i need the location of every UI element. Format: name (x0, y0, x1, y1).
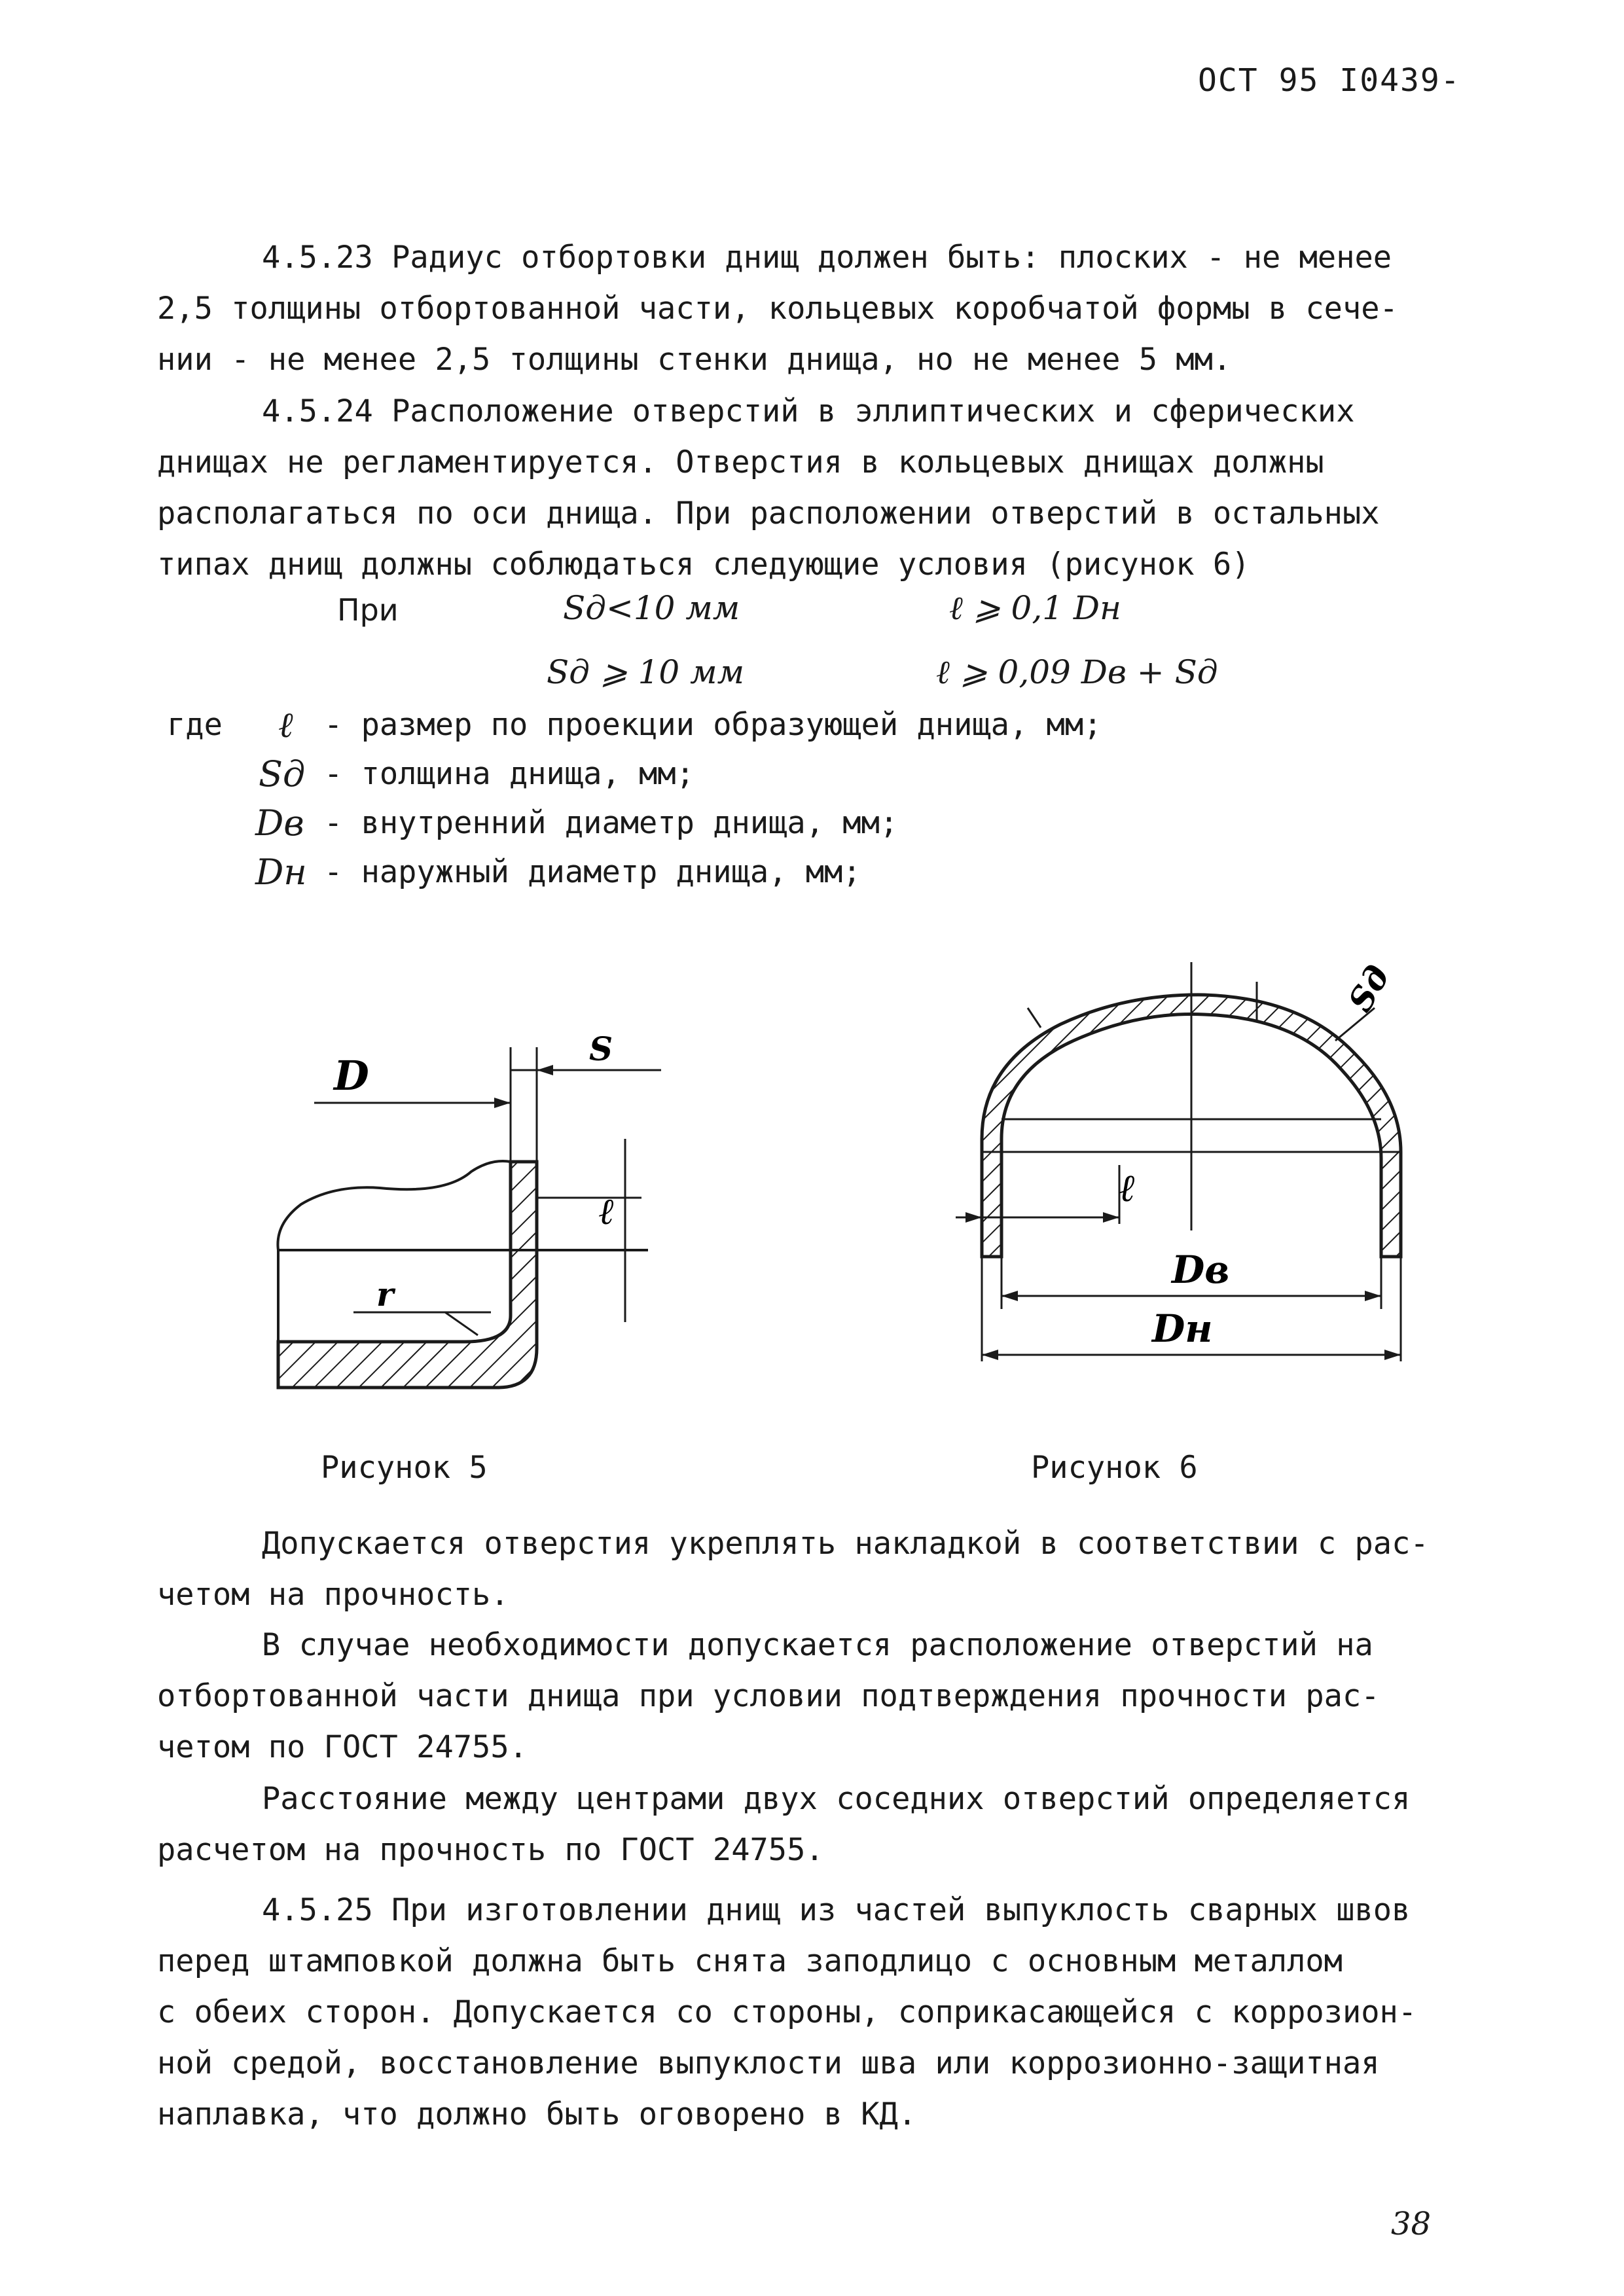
condition-pri: При (337, 592, 399, 628)
figure-6-caption: Рисунок 6 (1031, 1450, 1198, 1486)
text-line: 4.5.23 Радиус отбортовки днищ должен быть: плоских - не менее (262, 240, 1392, 276)
leader-line (1028, 1008, 1041, 1028)
definition-text: - наружный диаметр днища, мм; (324, 854, 861, 890)
label-d: D (334, 1052, 369, 1100)
arrow (965, 1212, 982, 1223)
text-line: четом по ГОСТ 24755. (157, 1729, 528, 1765)
label-dn: Dн (1152, 1306, 1213, 1351)
arrow (1103, 1212, 1119, 1223)
text-line: 2,5 толщины отбортованной части, кольцевых коробчатой формы в сече- (157, 291, 1398, 327)
symbol-dn: Dн (255, 852, 307, 893)
condition-1-right: ℓ ⩾ 0,1 Dн (949, 589, 1121, 627)
arrow (1384, 1350, 1401, 1360)
paragraph-4-5-25 (157, 1885, 1492, 2140)
text-line: В случае необходимости допускается расположение отверстий на (262, 1627, 1373, 1663)
text-line: 4.5.24 Расположение отверстий в эллиптических и сферических (262, 393, 1355, 429)
text-line: четом на прочность. (157, 1577, 509, 1613)
text-line: нии - не менее 2,5 толщины стенки днища, но не менее 5 мм. (157, 342, 1232, 378)
text-line: расчетом на прочность по ГОСТ 24755. (157, 1832, 824, 1868)
text-line: днищах не регламентируется. Отверстия в кольцевых днищах должны (157, 444, 1324, 480)
text-line: типах днищ должны соблюдаться следующие условия (рисунок 6) (157, 547, 1250, 583)
arrow (537, 1065, 553, 1075)
symbol-l: ℓ (278, 704, 293, 745)
text-line: ной средой, восстановление выпуклости шва или коррозионно-защитная (157, 2045, 1380, 2081)
text-line: перед штамповкой должна быть снята заподлицо с основным металлом (157, 1943, 1343, 1979)
text-line: 4.5.25 При изготовлении днищ из частей выпуклость сварных швов (262, 1892, 1411, 1928)
definition-text: - толщина днища, мм; (324, 756, 695, 792)
definition-text: - внутренний диаметр днища, мм; (324, 805, 899, 841)
text-line: Допускается отверстия укреплять накладкой в соответствии с рас- (262, 1526, 1429, 1562)
arrow (982, 1350, 998, 1360)
label-s: S (589, 1030, 613, 1068)
figure-5-caption: Рисунок 5 (321, 1450, 488, 1486)
figure-5-drawing (249, 1008, 694, 1414)
label-dv: Dв (1172, 1247, 1230, 1292)
arrow (1365, 1291, 1381, 1301)
radius-leader (445, 1312, 478, 1335)
paragraph-4-5-23 (157, 232, 1492, 386)
label-r: r (376, 1275, 394, 1314)
page-number: 38 (1391, 2206, 1432, 2242)
text-line: наплавка, что должно быть оговорено в КД. (157, 2096, 917, 2132)
label-sd: Sд (1340, 958, 1398, 1018)
paragraph-4-5-24 (157, 386, 1492, 590)
figure-6-drawing (956, 942, 1440, 1401)
paragraph-flanged-holes (157, 1620, 1492, 1773)
condition-2-right: ℓ ⩾ 0,09 Dв + Sд (936, 653, 1218, 691)
text-line: с обеих сторон. Допускается со стороны, соприкасающейся с коррозион- (157, 1994, 1417, 2030)
arrow (1001, 1291, 1018, 1301)
condition-2-left: Sд ⩾ 10 мм (547, 653, 745, 691)
text-line: Расстояние между центрами двух соседних отверстий определяется (262, 1781, 1411, 1817)
label-l: ℓ (599, 1190, 615, 1233)
condition-1-left: Sд<10 мм (563, 589, 740, 627)
paragraph-hole-spacing (157, 1774, 1492, 1876)
definition-text: - размер по проекции образующей днища, мм; (324, 707, 1102, 743)
arrow (494, 1098, 511, 1108)
document-code: ОСТ 95 I0439- (1198, 62, 1461, 99)
paragraph-reinforcement (157, 1518, 1492, 1621)
text-line: располагаться по оси днища. При расположении отверстий в остальных (157, 495, 1380, 531)
where-label: где (167, 707, 223, 743)
text-line: отбортованной части днища при условии подтверждения прочности рас- (157, 1678, 1380, 1714)
label-l: ℓ (1119, 1166, 1136, 1210)
symbol-sd: Sд (259, 753, 306, 795)
symbol-dv: Dв (255, 802, 304, 844)
